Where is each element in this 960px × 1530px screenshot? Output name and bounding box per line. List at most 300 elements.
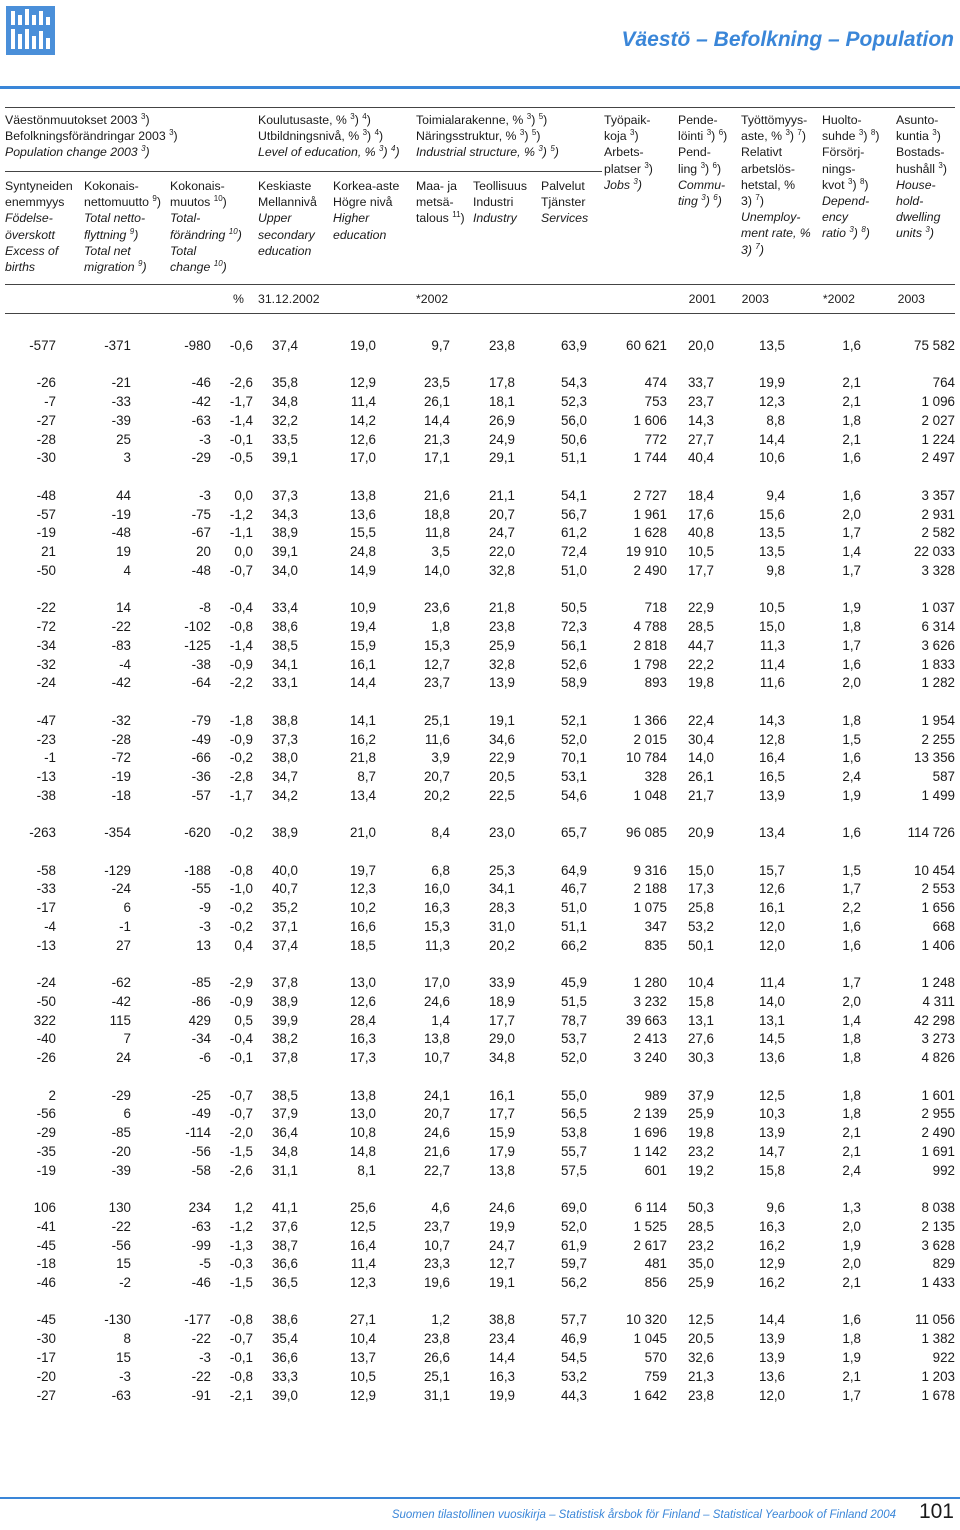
cell-ind-agri: 31,1 — [423, 1387, 450, 1403]
cell-jobs: 753 — [644, 394, 667, 410]
cell-ind-services: 46,7 — [560, 881, 587, 897]
cell-net-migration: -130 — [104, 1312, 131, 1328]
cell-births: -19 — [36, 525, 56, 541]
cell-ind-agri: 16,3 — [423, 900, 450, 916]
cell-ind-industry: 26,9 — [488, 412, 515, 428]
cell-births: -19 — [36, 1162, 56, 1178]
cell-dependency: 2,2 — [842, 900, 861, 916]
cell-unemployment: 16,5 — [758, 769, 785, 785]
header-line: Työttömyys- — [741, 113, 808, 127]
header-line: metsä- — [416, 195, 454, 210]
cell-change-pct: -0,9 — [229, 731, 253, 747]
cell-change-pct: -0,2 — [229, 750, 253, 766]
cell-total-change: -67 — [191, 525, 211, 541]
cell-total-change: -188 — [184, 862, 211, 878]
cell-dependency: 2,4 — [842, 769, 861, 785]
cell-commuting: 12,5 — [687, 1312, 714, 1328]
cell-ind-industry: 13,8 — [488, 1162, 515, 1178]
cell-ind-industry: 34,1 — [488, 881, 515, 897]
footer-divider — [0, 1497, 960, 1499]
cell-dependency: 1,6 — [842, 656, 861, 672]
cell-ind-agri: 16,0 — [423, 881, 450, 897]
cell-ind-industry: 15,9 — [488, 1125, 515, 1141]
cell-unemployment: 12,3 — [758, 394, 785, 410]
cell-dependency: 1,6 — [842, 487, 861, 503]
cell-dwellings: 2 955 — [921, 1106, 955, 1122]
cell-net-migration: 6 — [123, 900, 131, 916]
cell-change-pct: 0,0 — [234, 544, 253, 560]
cell-net-migration: 14 — [116, 600, 131, 616]
cell-dwellings: 4 311 — [922, 993, 955, 1009]
header-line: Maa- ja — [416, 179, 458, 193]
units-ind-date: *2002 — [416, 292, 449, 306]
cell-ind-services: 52,0 — [560, 731, 587, 747]
cell-ind-services: 57,7 — [560, 1312, 587, 1328]
header-line: Jobs $^3$) — [604, 176, 642, 192]
cell-unemployment: 11,3 — [759, 637, 785, 653]
cell-edu-secondary: 37,1 — [271, 918, 298, 934]
cell-unemployment: 14,4 — [758, 1312, 785, 1328]
cell-ind-agri: 21,6 — [423, 1143, 450, 1159]
cell-jobs: 4 788 — [633, 619, 667, 635]
row-group — [0, 975, 960, 1069]
cell-total-change: -5 — [199, 1256, 211, 1272]
cell-change-pct: -0,2 — [229, 918, 253, 934]
header-line: Väestönmuutokset 2003 $^3$) — [5, 111, 150, 127]
cell-dwellings: 2 027 — [921, 412, 955, 428]
cell-edu-higher: 12,6 — [349, 993, 376, 1009]
cell-commuting: 44,7 — [687, 637, 714, 653]
total-change-header — [170, 178, 242, 275]
cell-dwellings: 2 490 — [921, 1125, 955, 1141]
header-line: Arbets- — [604, 145, 644, 160]
cell-net-migration: -21 — [111, 375, 131, 391]
cell-edu-secondary: 40,7 — [271, 881, 298, 897]
cell-births: -26 — [36, 375, 56, 391]
table-row — [0, 1369, 960, 1388]
cell-edu-higher: 14,1 — [349, 712, 376, 728]
cell-ind-services: 72,4 — [560, 544, 587, 560]
cell-ind-agri: 14,4 — [423, 412, 450, 428]
cell-commuting: 25,9 — [687, 1275, 714, 1291]
cell-dependency: 1,6 — [842, 918, 861, 934]
cell-edu-higher: 12,9 — [349, 1387, 376, 1403]
cell-net-migration: 44 — [116, 487, 131, 503]
cell-ind-industry: 25,9 — [488, 637, 515, 653]
cell-edu-higher: 12,6 — [349, 431, 376, 447]
cell-ind-industry: 23,0 — [488, 825, 515, 841]
cell-edu-higher: 14,8 — [349, 1143, 376, 1159]
cell-births: -72 — [36, 619, 56, 635]
cell-commuting: 30,3 — [687, 1050, 714, 1066]
cell-births: -58 — [36, 862, 56, 878]
header-line: Työpaik- — [604, 113, 651, 127]
cell-edu-higher: 17,3 — [349, 1050, 376, 1066]
cell-ind-services: 51,1 — [560, 918, 587, 934]
cell-ind-services: 63,9 — [560, 338, 587, 353]
cell-dependency: 1,5 — [842, 862, 861, 878]
cell-commuting: 22,2 — [687, 656, 714, 672]
cell-unemployment: 13,5 — [758, 338, 785, 353]
cell-net-migration: 15 — [116, 1350, 131, 1366]
cell-dependency: 1,7 — [842, 562, 861, 578]
table-row — [0, 338, 960, 357]
header-line: Services — [541, 211, 589, 226]
header-line: nettomuutto $^9$) — [84, 194, 161, 210]
cell-ind-agri: 17,1 — [423, 450, 450, 466]
cell-edu-secondary: 37,8 — [271, 975, 298, 991]
table-row — [0, 900, 960, 919]
header-line: Näringsstruktur, % $^3$) $^5$) — [416, 128, 541, 144]
cell-edu-higher: 10,8 — [349, 1125, 376, 1141]
header-line: koja $^3$) — [604, 128, 639, 144]
cell-births: -577 — [29, 338, 56, 353]
cell-ind-services: 51,0 — [560, 900, 587, 916]
table-row — [0, 1388, 960, 1407]
cell-unemployment: 8,8 — [766, 412, 785, 428]
cell-edu-higher: 12,9 — [349, 375, 376, 391]
cell-dependency: 1,6 — [842, 338, 861, 353]
cell-total-change: -64 — [191, 675, 211, 691]
cell-births: -29 — [36, 1125, 56, 1141]
cell-unemployment: 12,9 — [758, 1256, 785, 1272]
cell-births: -22 — [36, 600, 56, 616]
cell-net-migration: -72 — [111, 750, 131, 766]
cell-jobs: 1 366 — [633, 712, 667, 728]
units-row — [0, 292, 960, 308]
cell-unemployment: 11,6 — [759, 675, 785, 691]
cell-ind-industry: 17,7 — [488, 1012, 515, 1028]
cell-ind-industry: 24,7 — [488, 1237, 515, 1253]
cell-ind-services: 54,3 — [560, 375, 587, 391]
cell-births: -32 — [36, 656, 56, 672]
header-line: Relativt — [741, 145, 783, 160]
header-line: Total — [170, 243, 197, 258]
header-line: Level of education, % $^3$) $^4$) — [258, 144, 400, 160]
cell-change-pct: -0,9 — [229, 656, 253, 672]
cell-edu-secondary: 41,1 — [271, 1199, 298, 1215]
table-row — [0, 1331, 960, 1350]
higher-education-header — [333, 178, 399, 243]
industry-title-header — [416, 112, 559, 161]
cell-unemployment: 9,4 — [766, 487, 785, 503]
cell-jobs: 601 — [644, 1162, 667, 1178]
cell-commuting: 17,6 — [687, 506, 714, 522]
cell-change-pct: -2,0 — [229, 1125, 253, 1141]
cell-commuting: 21,7 — [687, 787, 714, 803]
cell-commuting: 40,4 — [687, 450, 714, 466]
cell-dependency: 1,7 — [842, 975, 861, 991]
cell-edu-higher: 12,3 — [349, 1275, 376, 1291]
cell-dependency: 2,0 — [842, 993, 861, 1009]
cell-births: -45 — [36, 1312, 56, 1328]
cell-change-pct: -0,4 — [229, 600, 253, 616]
cell-births: -30 — [36, 450, 56, 466]
cell-births: -13 — [36, 937, 56, 953]
cell-jobs: 1 798 — [633, 656, 667, 672]
cell-ind-agri: 23,3 — [423, 1256, 450, 1272]
cell-net-migration: 27 — [116, 937, 131, 953]
cell-change-pct: -0,1 — [229, 431, 253, 447]
header-line: education — [333, 227, 387, 242]
cell-change-pct: -2,6 — [229, 375, 253, 391]
cell-jobs: 772 — [644, 431, 667, 447]
cell-change-pct: -1,3 — [229, 1237, 253, 1253]
cell-net-migration: 19 — [116, 544, 131, 560]
table-row — [0, 394, 960, 413]
cell-unemployment: 9,6 — [766, 1199, 785, 1215]
footer-text: Suomen tilastollinen vuosikirja – Statistisk årsbok för Finland – Statistical Yearbook of Finland 2004 — [391, 1509, 896, 1521]
cell-edu-secondary: 36,4 — [271, 1125, 298, 1141]
unemployment-header — [741, 112, 811, 258]
header-line: ting $^3$) $^6$) — [678, 192, 722, 209]
cell-total-change: -49 — [191, 1106, 211, 1122]
cell-ind-industry: 18,9 — [488, 993, 515, 1009]
cell-ind-agri: 23,8 — [423, 1331, 450, 1347]
cell-ind-services: 55,7 — [560, 1143, 587, 1159]
cell-total-change: -6 — [199, 1050, 211, 1066]
cell-ind-services: 46,9 — [560, 1331, 587, 1347]
cell-commuting: 27,6 — [687, 1031, 714, 1047]
header-line: ment rate, % — [741, 226, 811, 241]
cell-births: -26 — [36, 1050, 56, 1066]
cell-edu-higher: 15,9 — [349, 637, 376, 653]
cell-jobs: 1 045 — [633, 1331, 667, 1347]
cell-dwellings: 75 582 — [914, 338, 955, 353]
cell-ind-agri: 11,3 — [424, 937, 450, 953]
cell-dwellings: 1 601 — [921, 1087, 955, 1103]
cell-change-pct: -0,2 — [229, 900, 253, 916]
cell-edu-higher: 14,9 — [349, 562, 376, 578]
cell-edu-higher: 13,8 — [349, 487, 376, 503]
header-line: Korkea-aste — [333, 179, 400, 193]
title-divider — [0, 86, 960, 89]
cell-dwellings: 1 691 — [921, 1143, 955, 1159]
cell-total-change: -34 — [191, 1031, 211, 1047]
cell-edu-higher: 16,3 — [349, 1031, 376, 1047]
cell-net-migration: -39 — [111, 1162, 131, 1178]
cell-ind-services: 51,0 — [560, 562, 587, 578]
cell-edu-higher: 13,0 — [349, 975, 376, 991]
cell-commuting: 53,2 — [687, 918, 714, 934]
cell-net-migration: -354 — [104, 825, 131, 841]
cell-edu-secondary: 38,9 — [271, 525, 298, 541]
cell-commuting: 23,8 — [687, 1387, 714, 1403]
cell-dwellings: 2 497 — [921, 450, 955, 466]
header-line: Syntyneiden — [5, 179, 73, 193]
cell-jobs: 2 617 — [633, 1237, 667, 1253]
industry-header — [473, 178, 527, 227]
cell-total-change: -29 — [191, 450, 211, 466]
cell-dwellings: 1 656 — [921, 900, 955, 916]
cell-ind-industry: 23,4 — [488, 1331, 515, 1347]
cell-ind-services: 56,1 — [560, 637, 587, 653]
cell-total-change: -102 — [184, 619, 211, 635]
units-pct: % — [233, 292, 244, 306]
cell-dwellings: 587 — [932, 769, 955, 785]
cell-edu-secondary: 35,4 — [271, 1331, 298, 1347]
cell-dwellings: 3 328 — [921, 562, 955, 578]
table-row — [0, 375, 960, 394]
cell-total-change: 13 — [196, 937, 211, 953]
cell-total-change: -75 — [191, 506, 211, 522]
cell-commuting: 22,9 — [687, 600, 714, 616]
header-line: migration $^9$) — [84, 258, 147, 275]
cell-unemployment: 13,5 — [758, 544, 785, 560]
cell-dependency: 1,6 — [842, 450, 861, 466]
cell-edu-higher: 12,5 — [349, 1218, 376, 1234]
cell-unemployment: 13,9 — [758, 1350, 785, 1366]
row-group — [0, 600, 960, 694]
cell-ind-industry: 22,5 — [488, 787, 515, 803]
cell-edu-higher: 13,7 — [349, 1350, 376, 1366]
cell-commuting: 25,9 — [687, 1106, 714, 1122]
cell-dependency: 1,5 — [842, 731, 861, 747]
cell-ind-agri: 12,7 — [423, 656, 450, 672]
cell-edu-secondary: 39,0 — [271, 1387, 298, 1403]
cell-net-migration: -48 — [111, 525, 131, 541]
cell-births: -27 — [36, 412, 56, 428]
header-line: Upper — [258, 211, 292, 226]
cell-edu-secondary: 37,6 — [271, 1218, 298, 1234]
cell-dependency: 1,3 — [842, 1199, 861, 1215]
cell-ind-industry: 29,0 — [488, 1031, 515, 1047]
cell-jobs: 1 048 — [633, 787, 667, 803]
cell-total-change: -125 — [184, 637, 211, 653]
cell-edu-secondary: 34,3 — [271, 506, 298, 522]
cell-commuting: 27,7 — [687, 431, 714, 447]
header-line: dwelling — [896, 210, 941, 225]
cell-ind-industry: 12,7 — [488, 1256, 515, 1272]
cell-edu-higher: 28,4 — [349, 1012, 376, 1028]
cell-dependency: 2,1 — [842, 431, 861, 447]
cell-commuting: 15,8 — [687, 993, 714, 1009]
cell-total-change: -66 — [191, 750, 211, 766]
cell-total-change: -36 — [191, 769, 211, 785]
cell-ind-agri: 23,6 — [423, 600, 450, 616]
header-line: Tjänster — [541, 195, 586, 210]
cell-net-migration: -3 — [119, 1368, 131, 1384]
cell-edu-higher: 16,1 — [349, 656, 376, 672]
cell-ind-services: 56,7 — [560, 506, 587, 522]
table-row — [0, 825, 960, 844]
cell-jobs: 96 085 — [626, 825, 667, 841]
cell-ind-services: 52,3 — [560, 394, 587, 410]
header-line: Kokonais- — [84, 179, 139, 193]
cell-change-pct: -1,0 — [229, 881, 253, 897]
cell-ind-industry: 32,8 — [488, 562, 515, 578]
cell-jobs: 10 784 — [626, 750, 667, 766]
cell-jobs: 1 280 — [633, 975, 667, 991]
header-line: förändring $^{10}$) — [170, 226, 242, 242]
cell-jobs: 2 015 — [633, 731, 667, 747]
cell-unemployment: 10,5 — [758, 600, 785, 616]
cell-net-migration: -56 — [111, 1237, 131, 1253]
cell-births: 106 — [33, 1199, 56, 1215]
cell-births: -17 — [36, 1350, 56, 1366]
cell-net-migration: -22 — [111, 1218, 131, 1234]
cell-births: -34 — [36, 637, 56, 653]
cell-jobs: 481 — [644, 1256, 667, 1272]
table-row — [0, 1238, 960, 1257]
cell-jobs: 1 696 — [633, 1125, 667, 1141]
cell-total-change: -3 — [199, 918, 211, 934]
cell-unemployment: 13,5 — [758, 525, 785, 541]
row-group — [0, 375, 960, 469]
cell-change-pct: -1,7 — [229, 787, 253, 803]
row-group — [0, 488, 960, 582]
cell-ind-services: 61,9 — [560, 1237, 587, 1253]
cell-unemployment: 12,0 — [758, 918, 785, 934]
units-unemployment-year: 2003 — [741, 292, 769, 306]
cell-jobs: 1 642 — [633, 1387, 667, 1403]
cell-edu-secondary: 38,9 — [271, 825, 298, 841]
row-group — [0, 338, 960, 357]
cell-births: -24 — [36, 675, 56, 691]
cell-commuting: 23,2 — [687, 1143, 714, 1159]
cell-ind-agri: 4,6 — [431, 1199, 450, 1215]
commuting-header — [678, 112, 727, 209]
cell-net-migration: -85 — [111, 1125, 131, 1141]
table-row — [0, 525, 960, 544]
cell-ind-industry: 22,9 — [488, 750, 515, 766]
cell-dwellings: 2 255 — [921, 731, 955, 747]
cell-edu-secondary: 38,7 — [271, 1237, 298, 1253]
header-line: Total- — [170, 211, 201, 226]
cell-ind-agri: 11,8 — [424, 525, 450, 541]
cell-net-migration: -63 — [111, 1387, 131, 1403]
cell-births: -27 — [36, 1387, 56, 1403]
cell-edu-secondary: 35,8 — [271, 375, 298, 391]
table-row — [0, 1031, 960, 1050]
cell-ind-agri: 10,7 — [423, 1237, 450, 1253]
cell-dwellings: 3 273 — [921, 1031, 955, 1047]
cell-births: -23 — [36, 731, 56, 747]
cell-edu-secondary: 38,6 — [271, 1312, 298, 1328]
cell-unemployment: 12,8 — [758, 731, 785, 747]
cell-change-pct: 0,5 — [234, 1012, 253, 1028]
table-row — [0, 450, 960, 469]
cell-change-pct: -2,2 — [229, 675, 253, 691]
cell-ind-industry: 34,6 — [488, 731, 515, 747]
cell-ind-services: 45,9 — [560, 975, 587, 991]
agriculture-header — [416, 178, 465, 227]
cell-dependency: 1,7 — [842, 881, 861, 897]
header-line: muutos $^{10}$) — [170, 194, 227, 210]
header-line: Industri — [473, 195, 514, 210]
cell-unemployment: 12,0 — [758, 937, 785, 953]
cell-ind-services: 54,6 — [560, 787, 587, 803]
cell-edu-higher: 19,4 — [349, 619, 376, 635]
cell-jobs: 60 621 — [626, 338, 667, 353]
cell-total-change: -25 — [191, 1087, 211, 1103]
cell-ind-industry: 17,8 — [488, 375, 515, 391]
cell-dependency: 1,8 — [842, 1087, 861, 1103]
cell-dependency: 1,8 — [842, 1106, 861, 1122]
cell-ind-services: 51,5 — [560, 993, 587, 1009]
cell-commuting: 19,2 — [687, 1162, 714, 1178]
header-line: education — [258, 243, 312, 258]
cell-unemployment: 13,6 — [758, 1368, 785, 1384]
header-line: hetstal, % — [741, 177, 795, 192]
cell-edu-higher: 12,3 — [349, 881, 376, 897]
cell-ind-industry: 31,0 — [488, 918, 515, 934]
cell-jobs: 9 316 — [633, 862, 667, 878]
cell-ind-agri: 9,7 — [431, 338, 450, 353]
header-line: births — [5, 260, 36, 275]
cell-net-migration: 25 — [116, 431, 131, 447]
cell-ind-agri: 20,2 — [423, 787, 450, 803]
